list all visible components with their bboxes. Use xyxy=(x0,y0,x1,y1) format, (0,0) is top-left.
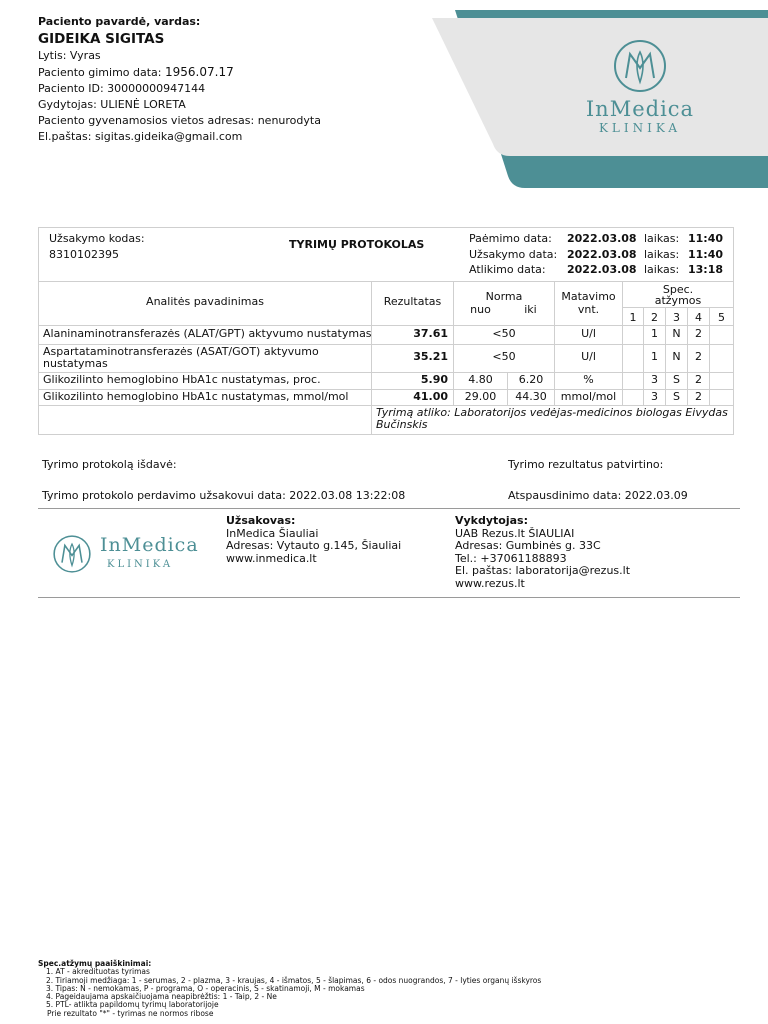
note-item: 4. Pageidaujama apskaičiuojama neapibrėžtis: 1 - Taip, 2 - Ne xyxy=(46,992,277,1002)
performer-title: Vykdytojas: xyxy=(455,514,528,527)
row1-norm: <50 xyxy=(492,327,516,340)
performer-web: www.rezus.lt xyxy=(455,576,525,590)
col-header-to: iki xyxy=(524,303,537,316)
note-item: 3. Tipas: N - nemokamas, P - programa, O - operacinis, S - skatinamoji, M - mokamas xyxy=(46,983,365,993)
time-value-1: 11:40 xyxy=(688,232,724,245)
divider-bottom xyxy=(38,597,740,598)
performer-name: UAB Rezus.lt ŠIAULIAI xyxy=(455,526,575,540)
patient-address: Paciento gyvenamosios vietos adresas: nenurodyta xyxy=(38,114,321,127)
patient-doctor: Gydytojas: ULIENĖ LORETA xyxy=(38,98,186,111)
time-label-3: laikas: xyxy=(644,263,680,276)
col-header-spec: Spec. xyxy=(662,283,694,296)
row4-spec4: 2 xyxy=(695,390,702,403)
note-last: Prie rezultato "*" - tyrimas ne normos ribose xyxy=(47,1008,214,1018)
row4-unit: mmol/mol xyxy=(560,390,617,403)
date-value-2: 2022.03.08 xyxy=(567,248,637,261)
note-item: 1. AT - akredituotas tyrimas xyxy=(46,967,150,977)
col-header-analysis: Analitės pavadinimas xyxy=(146,295,264,308)
confirmed-by: Tyrimo rezultatus patvirtino: xyxy=(508,458,664,471)
performer-phone: Tel.: +37061188893 xyxy=(455,551,567,565)
print-date: Atspausdinimo data: 2022.03.09 xyxy=(508,489,688,502)
patient-id: Paciento ID: 30000000947144 xyxy=(38,82,206,95)
customer-info xyxy=(226,515,401,565)
row4-spec3: S xyxy=(673,390,680,403)
row1-spec4: 2 xyxy=(695,327,702,340)
spec-col-3: 3 xyxy=(673,311,680,324)
patient-info xyxy=(38,14,321,145)
time-value-2: 11:40 xyxy=(688,248,724,261)
performed-by-cont: Bučinskis xyxy=(376,418,428,431)
notes-title: Spec.atžymų paaiškinimai: xyxy=(38,959,152,968)
row1-name: Alaninaminotransferazės (ALAT/GPT) aktyvumo nustatymas xyxy=(43,327,372,340)
row2-spec4: 2 xyxy=(695,350,702,363)
logo-emblem-icon xyxy=(52,534,92,574)
patient-name-label: Paciento pavardė, vardas: xyxy=(38,15,201,28)
col-header-norm: Norma xyxy=(485,290,523,303)
row3-from: 4.80 xyxy=(468,373,493,386)
row2-spec3: N xyxy=(672,350,681,363)
row3-unit: % xyxy=(583,373,594,386)
spec-notes xyxy=(38,960,541,1018)
row2-name: Aspartataminotransferazės (ASAT/GOT) aktyvumo xyxy=(43,345,319,358)
row4-spec2: 3 xyxy=(651,390,658,403)
row4-name: Glikozilinto hemoglobino HbA1c nustatymas, mmol/mol xyxy=(43,390,349,403)
date-value-3: 2022.03.08 xyxy=(567,263,637,276)
row2-result: 35.21 xyxy=(413,350,448,363)
col-header-result: Rezultatas xyxy=(383,295,442,308)
note-item: 2. Tiriamoji medžiaga: 1 - serumas, 2 - plazma, 3 - kraujas, 4 - išmatos, 5 - šlapimas, 6 - odos nuograndos, 7 - lyties organų išskyros xyxy=(46,975,542,985)
order-code-label: Užsakymo kodas: xyxy=(49,232,145,245)
row2-unit: U/l xyxy=(581,350,596,363)
row3-spec3: S xyxy=(673,373,680,386)
brand-name-footer: InMedica xyxy=(100,534,199,556)
time-label-1: laikas: xyxy=(644,232,680,245)
spec-col-5: 5 xyxy=(718,311,725,324)
order-code: 8310102395 xyxy=(49,248,119,261)
brand-subtitle: KLINIKA xyxy=(598,121,682,135)
protocol-title: TYRIMŲ PROTOKOLAS xyxy=(289,238,425,251)
protocol-table xyxy=(38,227,734,435)
brand-subtitle-footer: KLINIKA xyxy=(107,559,174,570)
row3-spec4: 2 xyxy=(695,373,702,386)
row2-norm: <50 xyxy=(492,350,516,363)
date-label-1: Paėmimo data: xyxy=(469,232,552,245)
col-header-spec2: atžymos xyxy=(654,294,702,307)
performed-by: Tyrimą atliko: Laboratorijos vedėjas-medicinos biologas Eivydas xyxy=(376,406,728,419)
row4-from: 29.00 xyxy=(464,390,497,403)
date-label-3: Atlikimo data: xyxy=(469,263,546,276)
brand-logo-top xyxy=(560,38,720,135)
col-header-unit: Matavimo xyxy=(561,290,616,303)
row2-name-cont: nustatymas xyxy=(43,357,108,370)
sent-date: Tyrimo protokolo perdavimo užsakovui data: 2022.03.08 13:22:08 xyxy=(42,489,406,502)
patient-birth: Paciento gimimo data: 1956.07.17 xyxy=(38,65,234,79)
row3-spec2: 3 xyxy=(651,373,658,386)
row1-unit: U/l xyxy=(581,327,596,340)
col-header-unit2: vnt. xyxy=(577,303,600,316)
patient-gender: Lytis: Vyras xyxy=(38,49,101,62)
date-value-1: 2022.03.08 xyxy=(567,232,637,245)
logo-emblem-icon xyxy=(612,38,668,94)
brand-name: InMedica xyxy=(585,97,695,121)
row3-name: Glikozilinto hemoglobino HbA1c nustatymas, proc. xyxy=(43,373,321,386)
issued-by: Tyrimo protokolą išdavė: xyxy=(42,458,177,471)
row3-to: 6.20 xyxy=(518,373,544,386)
row1-result: 37.61 xyxy=(413,327,448,340)
customer-web: www.inmedica.lt xyxy=(226,551,317,565)
row2-spec2: 1 xyxy=(651,350,658,363)
col-header-from: nuo xyxy=(470,303,491,316)
spec-col-1: 1 xyxy=(629,311,637,324)
row3-result: 5.90 xyxy=(420,373,448,386)
performer-email: El. paštas: laboratorija@rezus.lt xyxy=(455,564,631,577)
performer-info xyxy=(455,515,630,590)
patient-name: GIDEIKA SIGITAS xyxy=(38,31,165,47)
customer-name: InMedica Šiauliai xyxy=(226,526,319,540)
customer-title: Užsakovas: xyxy=(226,514,296,527)
customer-address: Adresas: Vytauto g.145, Šiauliai xyxy=(226,539,402,552)
divider-top xyxy=(38,508,740,509)
spec-col-2: 2 xyxy=(651,311,658,324)
row4-result: 41.00 xyxy=(413,390,448,403)
note-item: 5. PTL- atlikta papildomų tyrimų laboratorijoje xyxy=(46,1000,219,1010)
row1-spec3: N xyxy=(672,327,681,340)
time-label-2: laikas: xyxy=(644,248,680,261)
spec-col-4: 4 xyxy=(695,311,702,324)
time-value-3: 13:18 xyxy=(688,263,724,276)
date-label-2: Užsakymo data: xyxy=(469,248,558,261)
row1-spec2: 1 xyxy=(651,327,658,340)
row4-to: 44.30 xyxy=(515,390,547,403)
performer-address: Adresas: Gumbinės g. 33C xyxy=(455,539,601,552)
patient-email: El.paštas: sigitas.gideika@gmail.com xyxy=(38,130,243,143)
